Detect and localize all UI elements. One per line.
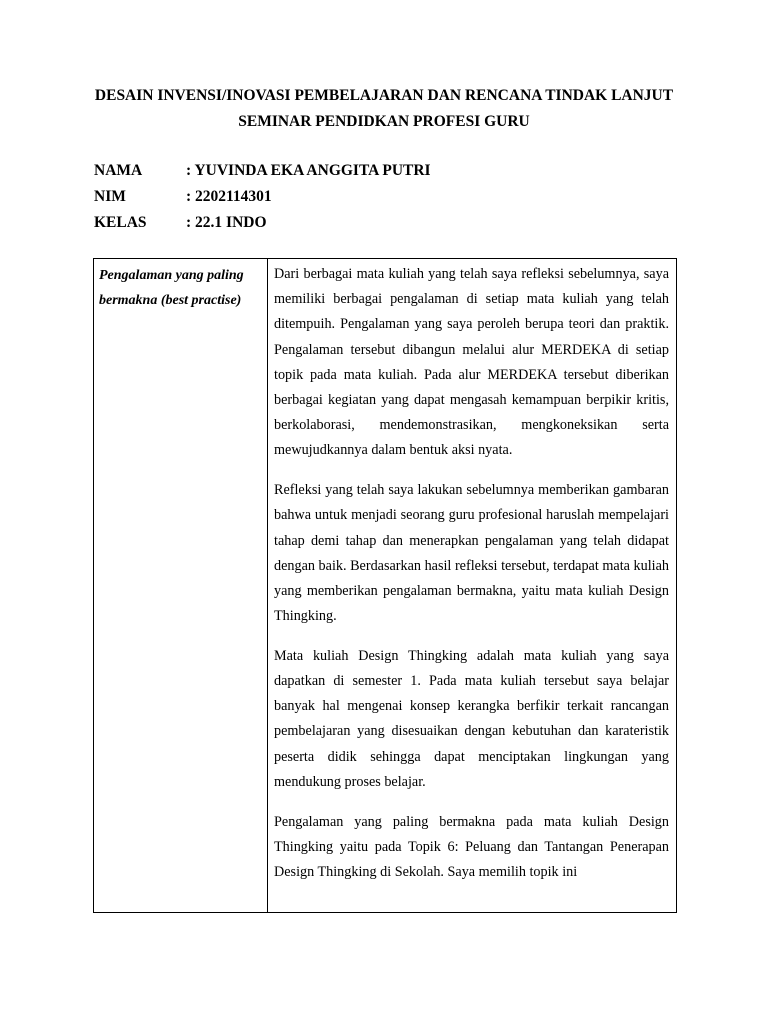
identity-label: KELAS xyxy=(94,214,147,231)
table-paragraph: Mata kuliah Design Thingking adalah mata kuliah yang saya dapatkan di semester 1. Pada mata kuliah tersebut saya belajar banyak hal mengenai konsep kerangka berfikir terkait rancangan pembelajaran yang disesuaikan dengan kebutuhan dan karateristik peserta didik sehingga dapat menciptakan lingkungan yang mendukung proses belajar. xyxy=(274,647,669,790)
identity-label: NAMA xyxy=(94,162,143,179)
identity-label: NIM xyxy=(94,188,126,205)
table-left-heading: Pengalaman yang paling bermakna (best practise) xyxy=(99,268,244,309)
identity-value: : 2202114301 xyxy=(186,188,272,205)
document-title-line-2: SEMINAR PENDIDKAN PROFESI GURU xyxy=(238,113,530,130)
table-paragraph: Pengalaman yang paling bermakna pada mata kuliah Design Thingking yaitu pada Topik 6: Peluang dan Tantangan Penerapan Design Thingking di Sekolah. Saya memilih topik ini xyxy=(274,813,669,880)
table-right-column xyxy=(268,259,676,912)
table-left-column xyxy=(94,259,268,912)
identity-row-kelas xyxy=(94,213,614,233)
table-paragraph: Dari berbagai mata kuliah yang telah saya refleksi sebelumnya, saya memiliki berbagai pengalaman di setiap mata kuliah yang telah ditempuih. Pengalaman yang saya peroleh berupa teori dan praktik. Pengalaman tersebut dibangun melalui alur MERDEKA di setiap topik pada mata kuliah. Pada alur MERDEKA tersebut diberikan berbagai kegiatan yang dapat mengasah kemampuan berpikir kritis, berkolaborasi, mendemonstrasikan, mengkoneksikan serta mewujudkannya dalam bentuk aksi nyata. xyxy=(274,266,669,459)
table-paragraph: Refleksi yang telah saya lakukan sebelumnya memberikan gambaran bahwa untuk menjadi seorang guru profesional haruslah mempelajari tahap demi tahap dan menerapkan pengalaman yang telah didapat dengan baik. Berdasarkan hasil refleksi tersebut, terdapat mata kuliah yang memberikan pengalaman bermakna, yaitu mata kuliah Design Thingking. xyxy=(274,482,669,625)
identity-row-nama xyxy=(94,161,614,181)
document-title-line-1: DESAIN INVENSI/INOVASI PEMBELAJARAN DAN RENCANA TINDAK LANJUT xyxy=(94,87,674,104)
identity-row-nim xyxy=(94,187,614,207)
best-practice-table xyxy=(93,258,677,913)
identity-value: : 22.1 INDO xyxy=(186,214,267,231)
identity-value: : YUVINDA EKA ANGGITA PUTRI xyxy=(186,162,431,179)
